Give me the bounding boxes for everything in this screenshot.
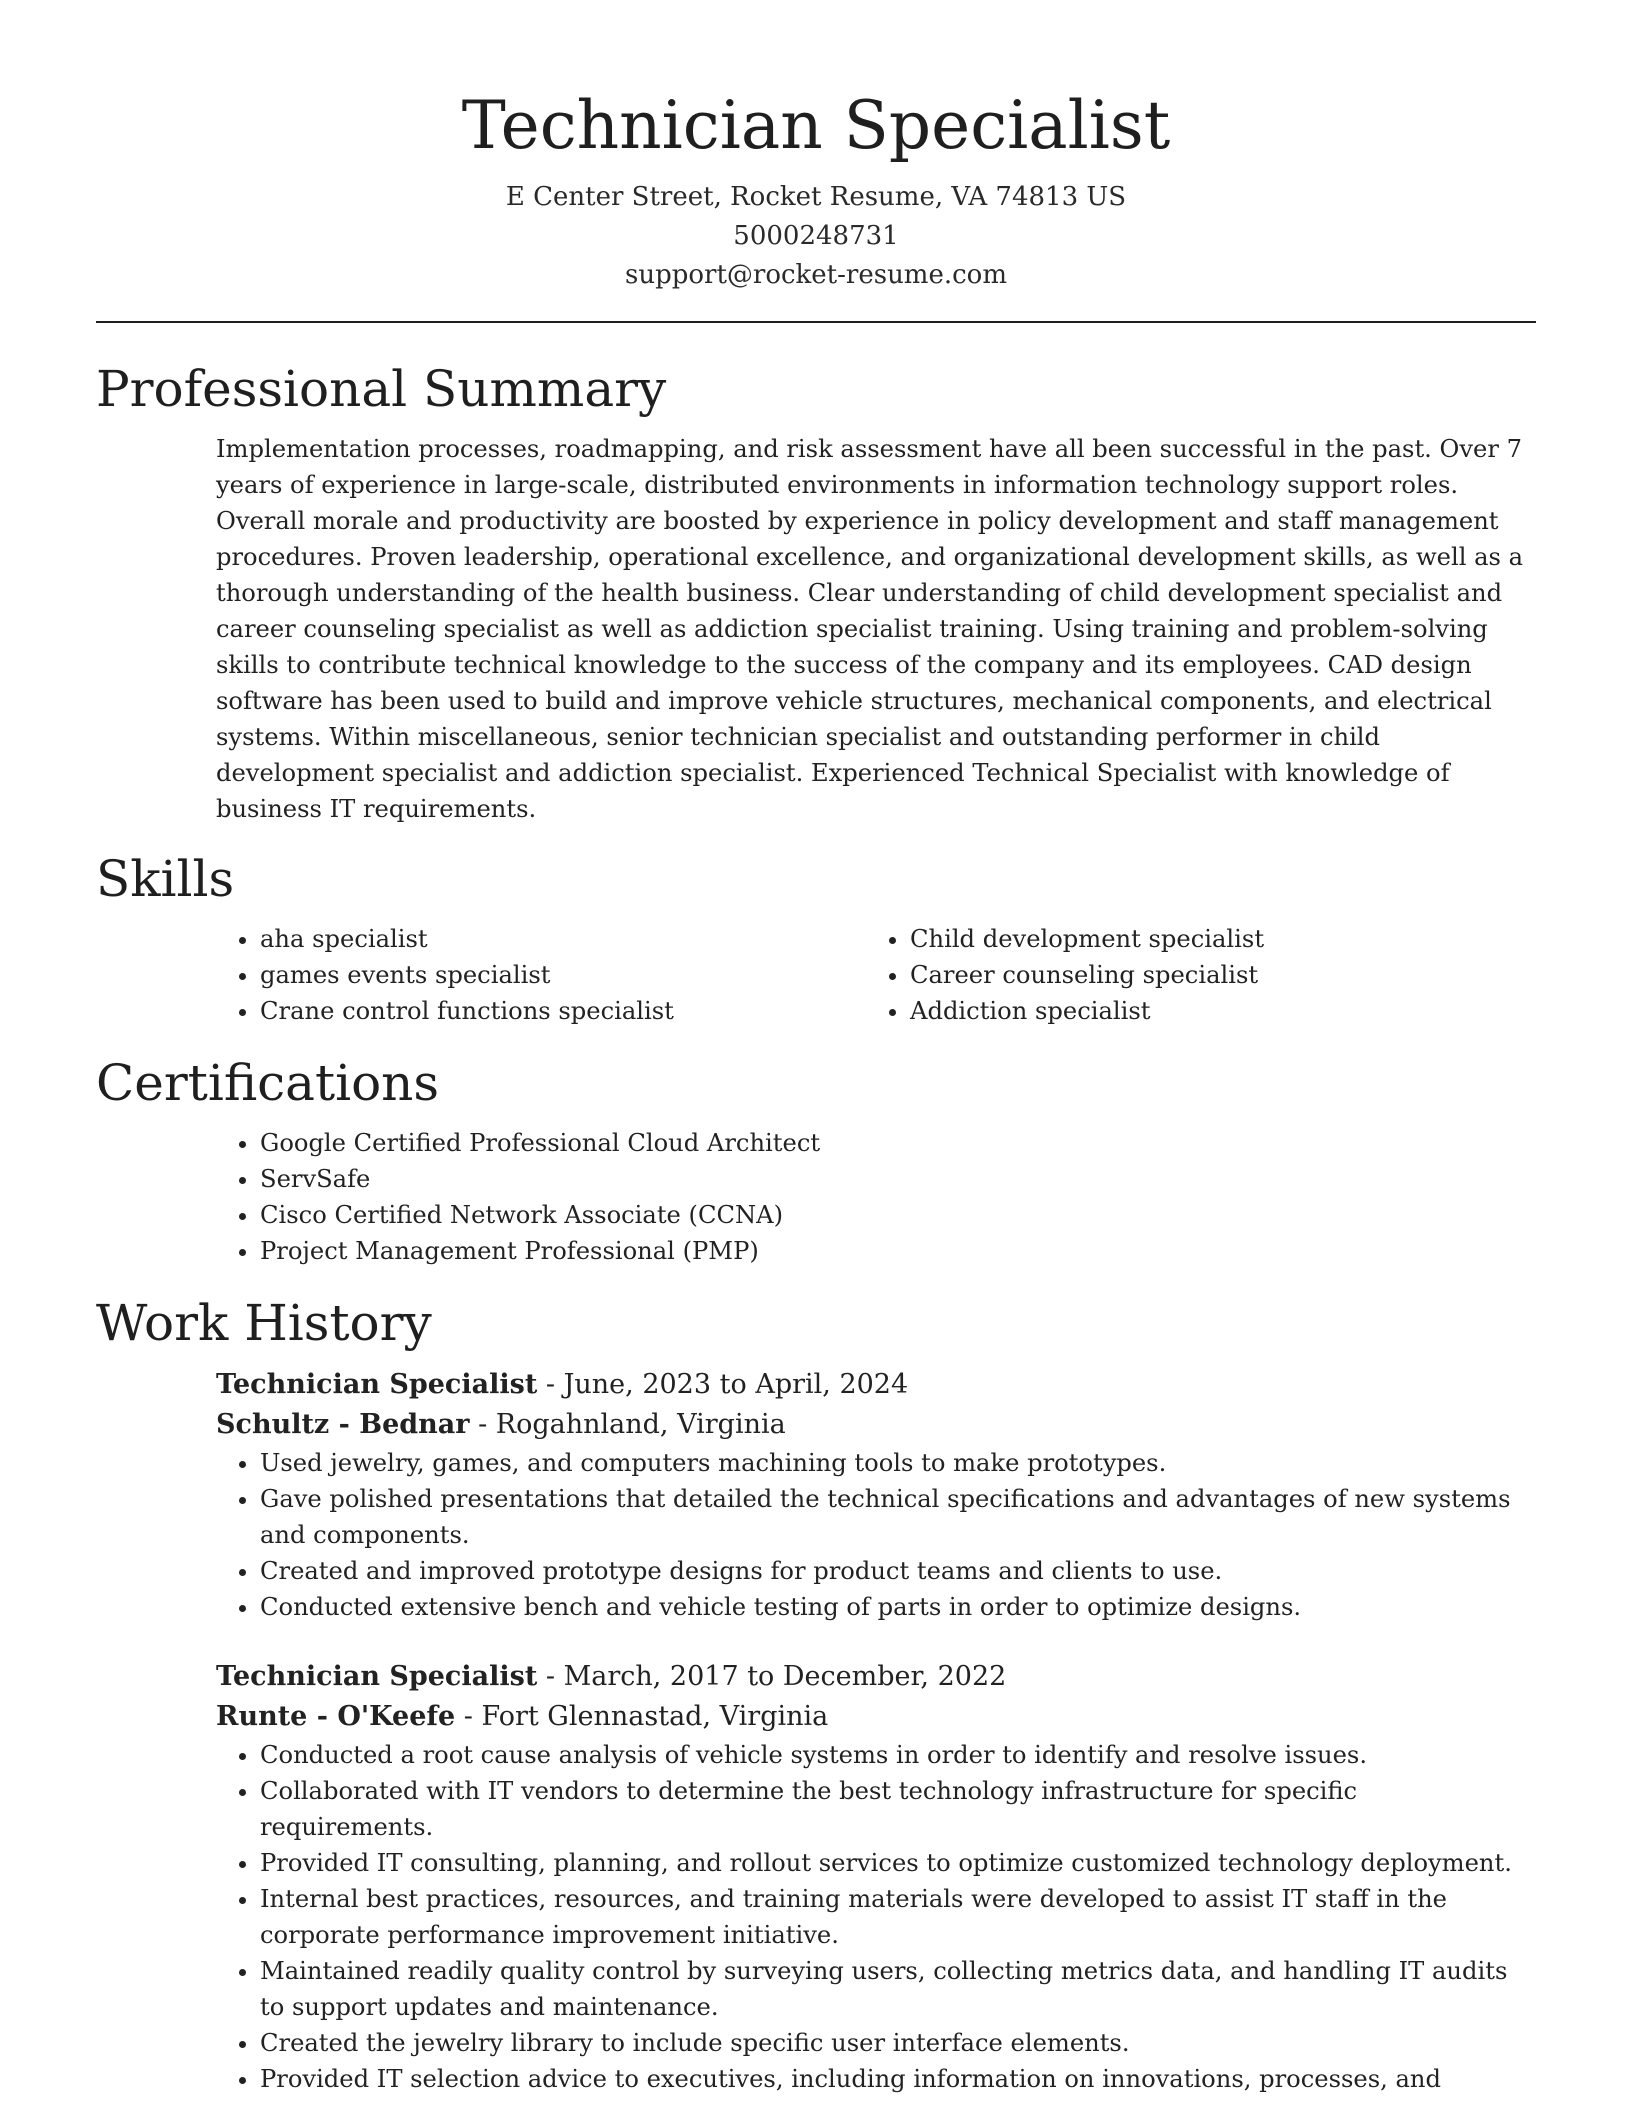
job-bullet: • Conducted a root cause analysis of vehicle systems in order to identify and resolve issues. <box>260 1737 1536 1773</box>
contact-address: E Center Street, Rocket Resume, VA 74813 US <box>505 182 1127 212</box>
skills-column-right <box>866 921 1516 1029</box>
job-company: Runte - O'Keefe <box>216 1701 456 1732</box>
job-bullet: • Provided IT selection advice to executives, including information on innovations, processes, and <box>260 2061 1536 2097</box>
skill-item: • Crane control functions specialist <box>260 993 866 1029</box>
skills-list-left <box>216 921 866 1029</box>
job-company-line <box>216 1697 1536 1737</box>
resume-page <box>96 0 1536 2097</box>
job-company: Schultz - Bednar <box>216 1409 470 1440</box>
certification-item: • Google Certified Professional Cloud Architect <box>260 1125 1536 1161</box>
certification-item: • ServSafe <box>260 1161 1536 1197</box>
job-bullet: • Created the jewelry library to include specific user interface elements. <box>260 2025 1536 2061</box>
job-title: Technician Specialist <box>216 1369 538 1400</box>
job-bullet: • Collaborated with IT vendors to determine the best technology infrastructure for specific requirements. <box>260 1773 1536 1845</box>
job-location: - Rogahnland, Virginia <box>469 1409 786 1440</box>
skill-item: • Child development specialist <box>910 921 1516 957</box>
skills-list-right <box>866 921 1516 1029</box>
resume-header <box>96 0 1536 295</box>
certifications-block <box>216 1125 1536 1269</box>
job-title-line <box>216 1365 1536 1405</box>
skills-heading: Skills <box>96 850 235 908</box>
job-dates: - June, 2023 to April, 2024 <box>537 1369 909 1400</box>
contact-phone: 5000248731 <box>733 221 899 251</box>
contact-block <box>96 178 1536 295</box>
skill-item: • aha specialist <box>260 921 866 957</box>
job-bullet: • Maintained readily quality control by surveying users, collecting metrics data, and handling IT audits to support updates and maintenance. <box>260 1953 1536 2025</box>
skill-item: • games events specialist <box>260 957 866 993</box>
job-bullet: • Conducted extensive bench and vehicle testing of parts in order to optimize designs. <box>260 1589 1536 1625</box>
job-company-line <box>216 1405 1536 1445</box>
certifications-heading: Certifications <box>96 1054 440 1112</box>
job-title-line <box>216 1657 1536 1697</box>
job-entry <box>216 1365 1536 1625</box>
candidate-name: Technician Specialist <box>461 87 1171 164</box>
skill-item: • Addiction specialist <box>910 993 1516 1029</box>
certifications-list <box>216 1125 1536 1269</box>
skill-item: • Career counseling specialist <box>910 957 1516 993</box>
certification-item: • Cisco Certified Network Associate (CCNA) <box>260 1197 1536 1233</box>
job-bullet: • Internal best practices, resources, and training materials were developed to assist IT staff in the corporate performance improvement initiative. <box>260 1881 1536 1953</box>
job-bullet: • Created and improved prototype designs for product teams and clients to use. <box>260 1553 1536 1589</box>
job-dates: - March, 2017 to December, 2022 <box>537 1661 1007 1692</box>
summary-text: Implementation processes, roadmapping, and risk assessment have all been successful in the past. Over 7 years of experience in large-scale, distributed environments in information technology support roles. Overall morale and productivity are boosted by experience in policy development and staff management procedures. Proven leadership, operational excellence, and organizational development skills, as well as a thorough understanding of the health business. Clear understanding of child development specialist and career counseling specialist as well as addiction specialist training. Using training and problem-solving skills to contribute technical knowledge to the success of the company and its employees. CAD design software has been used to build and improve vehicle structures, mechanical components, and electrical systems. Within miscellaneous, senior technician specialist and outstanding performer in child development specialist and addiction specialist. Experienced Technical Specialist with knowledge of business IT requirements. <box>216 435 1524 823</box>
header-divider <box>96 321 1536 323</box>
job-location: - Fort Glennastad, Virginia <box>455 1701 829 1732</box>
work-history-heading: Work History <box>96 1294 432 1352</box>
skills-grid <box>216 921 1536 1029</box>
certification-item: • Project Management Professional (PMP) <box>260 1233 1536 1269</box>
skills-column-left <box>216 921 866 1029</box>
job-bullets <box>216 1737 1536 2097</box>
job-bullet: • Gave polished presentations that detailed the technical specifications and advantages of new systems and components. <box>260 1481 1536 1553</box>
job-bullet: • Used jewelry, games, and computers machining tools to make prototypes. <box>260 1445 1536 1481</box>
job-entry <box>216 1657 1536 2097</box>
job-bullets <box>216 1445 1536 1625</box>
summary-heading: Professional Summary <box>96 360 667 418</box>
job-bullet: • Provided IT consulting, planning, and rollout services to optimize customized technology deployment. <box>260 1845 1536 1881</box>
job-title: Technician Specialist <box>216 1661 538 1692</box>
contact-email: support@rocket-resume.com <box>624 260 1007 290</box>
